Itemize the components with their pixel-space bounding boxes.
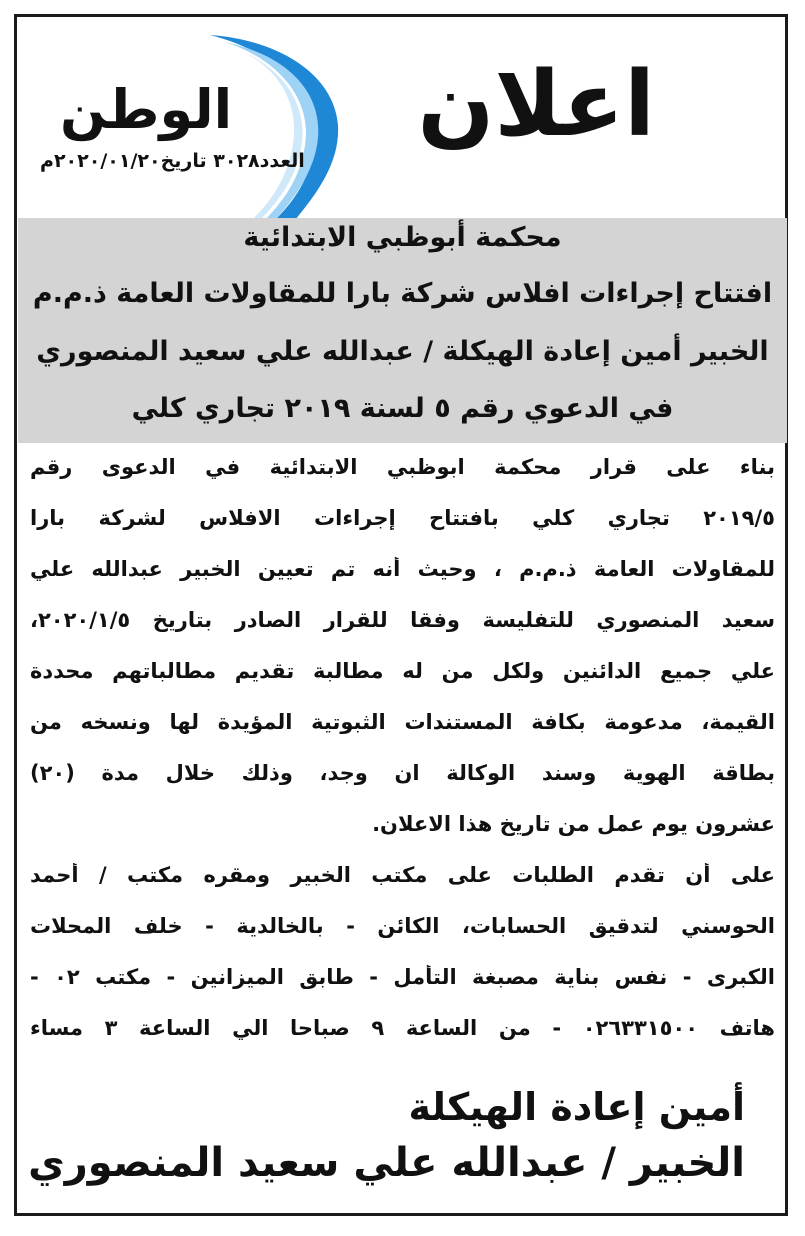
- signature-role: أمين إعادة الهيكلة: [408, 1085, 745, 1129]
- body-line: بناء على قرار محكمة ابوظبي الابتدائية في الدعوى رقم: [30, 455, 775, 479]
- notice-title: اعلان: [417, 52, 655, 157]
- signature-name: الخبير / عبدالله علي سعيد المنصوري: [28, 1140, 745, 1186]
- expert-line: الخبير أمين إعادة الهيكلة / عبدالله علي سعيد المنصوري: [36, 336, 769, 367]
- body-line: علي جميع الدائنين ولكل من له مطالبة تقديم مطالباتهم محددة: [30, 659, 775, 683]
- body-line: هاتف ٠٢٦٣٣١٥٠٠ - من الساعة ٩ صباحا الي الساعة ٣ مساء: [30, 1016, 775, 1040]
- body-line: على أن تقدم الطلبات على مكتب الخبير ومقره مكتب / أحمد: [30, 863, 775, 887]
- newspaper-name: الوطن: [60, 78, 233, 141]
- case-number: في الدعوي رقم ٥ لسنة ٢٠١٩ تجاري كلي: [131, 393, 674, 424]
- body-line: للمقاولات العامة ذ.م.م ، وحيث أنه تم تعيين الخبير عبدالله علي: [30, 557, 775, 581]
- body-line: القيمة، مدعومة بكافة المستندات الثبوتية المؤيدة لها ونسخه من: [30, 710, 775, 734]
- body-line: الكبرى - نفس بناية مصبغة التأمل - طابق الميزانين - مكتب ٠٢ -: [30, 965, 775, 989]
- issue-line: العدد٣٠٢٨ تاريخ٢٠٢٠/٠١/٢٠م: [40, 150, 305, 172]
- body-line: عشرون يوم عمل من تاريخ هذا الاعلان.: [372, 812, 775, 836]
- court-name: محكمة أبوظبي الابتدائية: [243, 222, 562, 253]
- case-subject: افتتاح إجراءات افلاس شركة بارا للمقاولات العامة ذ.م.م: [32, 278, 773, 309]
- body-line: الحوسني لتدقيق الحسابات، الكائن - بالخالدية - خلف المحلات: [30, 914, 775, 938]
- body-line: ٢٠١٩/٥ تجاري كلي بافتتاح إجراءات الافلاس لشركة بارا: [30, 506, 775, 530]
- body-line: سعيد المنصوري للتفليسة وفقا للقرار الصادر بتاريخ ٢٠٢٠/١/٥،: [30, 608, 775, 632]
- body-line: بطاقة الهوية وسند الوكالة ان وجد، وذلك خلال مدة (٢٠): [30, 761, 775, 785]
